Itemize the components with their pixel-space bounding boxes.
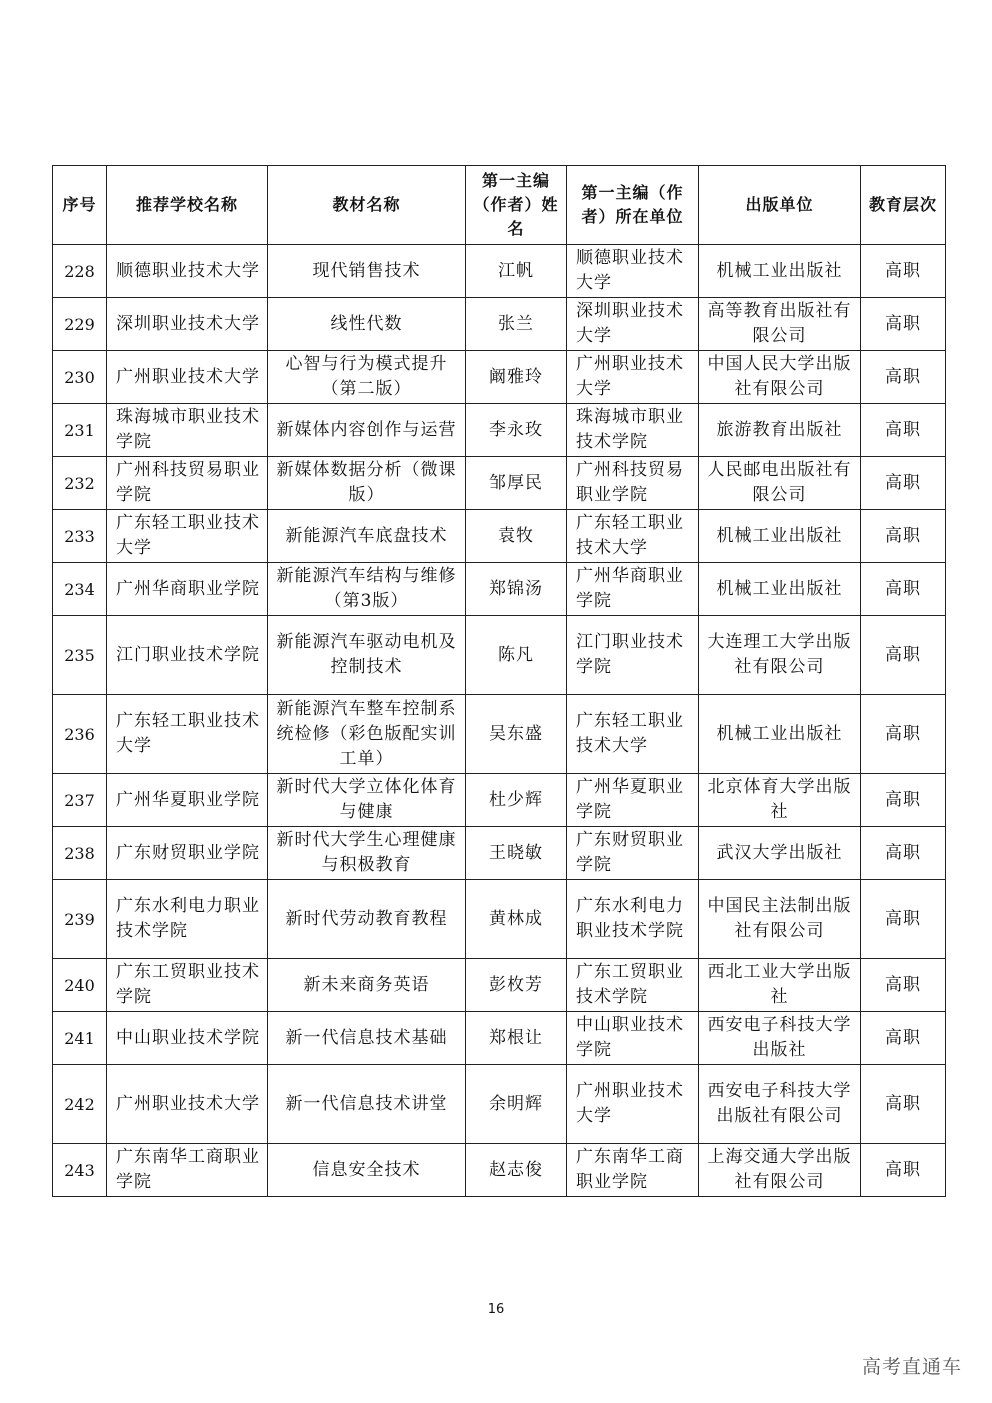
textbook-name: 新未来商务英语 (268, 959, 466, 1012)
school-name: 广东南华工商职业学院 (107, 1144, 268, 1197)
textbook-name: 新能源汽车结构与维修（第3版） (268, 563, 466, 616)
publisher: 机械工业出版社 (699, 563, 861, 616)
editor-name: 杜少辉 (466, 774, 567, 827)
table-row (53, 695, 946, 774)
editor-unit: 广东南华工商职业学院 (567, 1144, 699, 1197)
textbook-name: 线性代数 (268, 298, 466, 351)
publisher: 武汉大学出版社 (699, 827, 861, 880)
row-index: 241 (53, 1012, 107, 1065)
editor-unit: 江门职业技术学院 (567, 616, 699, 695)
publisher: 中国人民大学出版社有限公司 (699, 351, 861, 404)
table-row (53, 1012, 946, 1065)
publisher: 旅游教育出版社 (699, 404, 861, 457)
table-row (53, 774, 946, 827)
publisher: 人民邮电出版社有限公司 (699, 457, 861, 510)
editor-unit: 广州职业技术大学 (567, 351, 699, 404)
publisher: 机械工业出版社 (699, 245, 861, 298)
editor-unit: 广州科技贸易职业学院 (567, 457, 699, 510)
row-index: 234 (53, 563, 107, 616)
school-name: 广东轻工职业技术大学 (107, 510, 268, 563)
editor-unit: 广州职业技术大学 (567, 1065, 699, 1144)
editor-unit: 广东工贸职业技术学院 (567, 959, 699, 1012)
textbook-name: 新时代大学立体化体育与健康 (268, 774, 466, 827)
edu-level: 高职 (861, 1065, 946, 1144)
editor-unit: 广州华商职业学院 (567, 563, 699, 616)
row-index: 235 (53, 616, 107, 695)
editor-name: 李永玫 (466, 404, 567, 457)
edu-level: 高职 (861, 959, 946, 1012)
editor-unit: 深圳职业技术大学 (567, 298, 699, 351)
editor-name: 邹厚民 (466, 457, 567, 510)
publisher: 西安电子科技大学出版社 (699, 1012, 861, 1065)
watermark: 高考直通车 (861, 1356, 962, 1378)
edu-level: 高职 (861, 827, 946, 880)
edu-level: 高职 (861, 695, 946, 774)
edu-level: 高职 (861, 774, 946, 827)
header-editor: 第一主编（作者）姓名 (466, 166, 567, 245)
header-textbook: 教材名称 (268, 166, 466, 245)
edu-level: 高职 (861, 457, 946, 510)
table-body (53, 245, 946, 1197)
textbook-name: 新能源汽车底盘技术 (268, 510, 466, 563)
textbook-name: 心智与行为模式提升（第二版） (268, 351, 466, 404)
publisher: 西北工业大学出版社 (699, 959, 861, 1012)
table-row (53, 880, 946, 959)
school-name: 中山职业技术学院 (107, 1012, 268, 1065)
publisher: 机械工业出版社 (699, 510, 861, 563)
publisher: 中国民主法制出版社有限公司 (699, 880, 861, 959)
textbook-name: 新媒体数据分析（微课版） (268, 457, 466, 510)
textbook-name: 现代销售技术 (268, 245, 466, 298)
header-level: 教育层次 (861, 166, 946, 245)
header-school: 推荐学校名称 (107, 166, 268, 245)
table-header-row (53, 166, 946, 245)
editor-name: 赵志俊 (466, 1144, 567, 1197)
table-row (53, 1065, 946, 1144)
editor-name: 郑锦汤 (466, 563, 567, 616)
edu-level: 高职 (861, 1012, 946, 1065)
publisher: 高等教育出版社有限公司 (699, 298, 861, 351)
textbook-name: 新媒体内容创作与运营 (268, 404, 466, 457)
row-index: 237 (53, 774, 107, 827)
school-name: 广东工贸职业技术学院 (107, 959, 268, 1012)
table-row (53, 1144, 946, 1197)
school-name: 江门职业技术学院 (107, 616, 268, 695)
publisher: 上海交通大学出版社有限公司 (699, 1144, 861, 1197)
school-name: 顺德职业技术大学 (107, 245, 268, 298)
edu-level: 高职 (861, 563, 946, 616)
textbook-name: 新时代大学生心理健康与积极教育 (268, 827, 466, 880)
editor-name: 吴东盛 (466, 695, 567, 774)
school-name: 广州职业技术大学 (107, 351, 268, 404)
school-name: 广东轻工职业技术大学 (107, 695, 268, 774)
row-index: 231 (53, 404, 107, 457)
table-row (53, 298, 946, 351)
table-row (53, 959, 946, 1012)
textbook-name: 新能源汽车整车控制系统检修（彩色版配实训工单） (268, 695, 466, 774)
edu-level: 高职 (861, 298, 946, 351)
textbook-table (52, 165, 946, 1197)
table-row (53, 510, 946, 563)
editor-unit: 广东轻工职业技术大学 (567, 695, 699, 774)
editor-name: 余明辉 (466, 1065, 567, 1144)
school-name: 广东财贸职业学院 (107, 827, 268, 880)
editor-name: 黄林成 (466, 880, 567, 959)
edu-level: 高职 (861, 510, 946, 563)
edu-level: 高职 (861, 351, 946, 404)
row-index: 238 (53, 827, 107, 880)
editor-unit: 顺德职业技术大学 (567, 245, 699, 298)
edu-level: 高职 (861, 1144, 946, 1197)
editor-name: 郑根让 (466, 1012, 567, 1065)
school-name: 广州职业技术大学 (107, 1065, 268, 1144)
header-index: 序号 (53, 166, 107, 245)
table-row (53, 351, 946, 404)
row-index: 243 (53, 1144, 107, 1197)
row-index: 242 (53, 1065, 107, 1144)
school-name: 广东水利电力职业技术学院 (107, 880, 268, 959)
header-editor-unit: 第一主编（作者）所在单位 (567, 166, 699, 245)
publisher: 西安电子科技大学出版社有限公司 (699, 1065, 861, 1144)
school-name: 深圳职业技术大学 (107, 298, 268, 351)
textbook-name: 新时代劳动教育教程 (268, 880, 466, 959)
textbook-name: 新一代信息技术讲堂 (268, 1065, 466, 1144)
school-name: 广州华夏职业学院 (107, 774, 268, 827)
row-index: 228 (53, 245, 107, 298)
row-index: 232 (53, 457, 107, 510)
school-name: 珠海城市职业技术学院 (107, 404, 268, 457)
textbook-name: 新一代信息技术基础 (268, 1012, 466, 1065)
school-name: 广州华商职业学院 (107, 563, 268, 616)
edu-level: 高职 (861, 404, 946, 457)
table-row (53, 457, 946, 510)
publisher: 北京体育大学出版社 (699, 774, 861, 827)
publisher: 大连理工大学出版社有限公司 (699, 616, 861, 695)
row-index: 236 (53, 695, 107, 774)
editor-name: 陈凡 (466, 616, 567, 695)
editor-unit: 珠海城市职业技术学院 (567, 404, 699, 457)
edu-level: 高职 (861, 616, 946, 695)
editor-name: 阚雅玲 (466, 351, 567, 404)
editor-name: 王晓敏 (466, 827, 567, 880)
editor-unit: 广州华夏职业学院 (567, 774, 699, 827)
editor-unit: 中山职业技术学院 (567, 1012, 699, 1065)
table-row (53, 245, 946, 298)
page-number: 16 (487, 1302, 505, 1317)
editor-name: 彭枚芳 (466, 959, 567, 1012)
edu-level: 高职 (861, 245, 946, 298)
row-index: 229 (53, 298, 107, 351)
row-index: 233 (53, 510, 107, 563)
editor-unit: 广东轻工职业技术大学 (567, 510, 699, 563)
textbook-name: 新能源汽车驱动电机及控制技术 (268, 616, 466, 695)
editor-unit: 广东水利电力职业技术学院 (567, 880, 699, 959)
editor-name: 袁牧 (466, 510, 567, 563)
table-row (53, 827, 946, 880)
header-publisher: 出版单位 (699, 166, 861, 245)
row-index: 239 (53, 880, 107, 959)
table-row (53, 616, 946, 695)
editor-unit: 广东财贸职业学院 (567, 827, 699, 880)
editor-name: 张兰 (466, 298, 567, 351)
table-row (53, 404, 946, 457)
row-index: 230 (53, 351, 107, 404)
publisher: 机械工业出版社 (699, 695, 861, 774)
editor-name: 江帆 (466, 245, 567, 298)
table-row (53, 563, 946, 616)
school-name: 广州科技贸易职业学院 (107, 457, 268, 510)
textbook-name: 信息安全技术 (268, 1144, 466, 1197)
edu-level: 高职 (861, 880, 946, 959)
row-index: 240 (53, 959, 107, 1012)
